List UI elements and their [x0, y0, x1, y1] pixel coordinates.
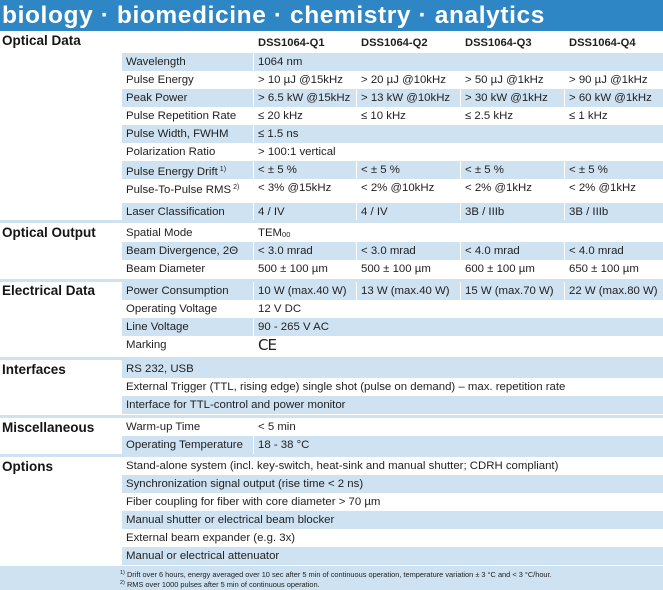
row-value: < 5 min [254, 418, 663, 436]
row-value: > 30 kW @1kHz [461, 89, 564, 107]
row-value: 15 W (max.70 W) [461, 282, 564, 300]
row-label: Operating Voltage [122, 300, 253, 318]
row-value: Synchronization signal output (rise time < 2 ns) [122, 475, 663, 493]
row-value: < ± 5 % [461, 161, 564, 179]
row-label-text: Pulse Energy Drift [126, 166, 218, 178]
column-header: DSS1064-Q4 [565, 33, 663, 53]
section-optical-data [0, 31, 663, 222]
row-value: Interface for TTL-control and power monitor [122, 396, 663, 414]
row-label: Warm-up Time [122, 418, 253, 436]
interface-item [0, 396, 663, 414]
interface-item [0, 378, 663, 396]
section-title: Miscellaneous [2, 420, 95, 435]
row-value: 22 W (max.80 W) [565, 282, 663, 300]
header-spacer [122, 33, 253, 53]
banner-title: biology · biomedicine · chemistry · analytics [0, 0, 663, 31]
row-value: ≤ 20 kHz [254, 107, 356, 125]
row-beam-divergence [0, 242, 663, 260]
row-value: > 13 kW @10kHz [357, 89, 460, 107]
spec-table [0, 31, 663, 566]
row-value: 500 ± 100 µm [254, 260, 356, 278]
row-value: < 2% @1kHz [565, 179, 663, 197]
section-title: Interfaces [2, 362, 66, 377]
section-title: Electrical Data [2, 283, 96, 298]
row-label [122, 161, 253, 179]
row-value: > 20 µJ @10kHz [357, 71, 460, 89]
row-value: 3B / IIIb [461, 203, 564, 221]
column-header: DSS1064-Q3 [461, 33, 564, 53]
row-label: Laser Classification [122, 203, 253, 221]
row-value: 90 - 265 V AC [254, 318, 663, 336]
row-value: RS 232, USB [122, 360, 663, 378]
row-value: 500 ± 100 µm [357, 260, 460, 278]
option-item [0, 475, 663, 493]
row-value: External Trigger (TTL, rising edge) single shot (pulse on demand) – max. repetition rate [122, 378, 663, 396]
row-value: < ± 5 % [357, 161, 460, 179]
row-value: 18 - 38 °C [254, 436, 663, 454]
row-value: > 60 kW @1kHz [565, 89, 663, 107]
section-electrical-data [0, 281, 663, 357]
row-value [254, 224, 663, 242]
row-value: Fiber coupling for fiber with core diameter > 70 µm [122, 493, 663, 511]
row-beam-diameter [0, 260, 663, 278]
row-peak-power [0, 89, 663, 107]
footnote-mark: 2) [120, 580, 125, 586]
row-operating-temperature [0, 436, 663, 454]
row-label: Beam Diameter [122, 260, 253, 278]
row-value: Manual shutter or electrical beam blocker [122, 511, 663, 529]
column-header: DSS1064-Q1 [254, 33, 356, 53]
spatial-mode-text: TEM [258, 227, 283, 239]
row-operating-voltage [0, 300, 663, 318]
row-line-voltage [0, 318, 663, 336]
row-laser-classification [0, 203, 663, 221]
row-value: 4 / IV [254, 203, 356, 221]
row-label [122, 179, 253, 197]
row-value: 4 / IV [357, 203, 460, 221]
row-pulse-repetition-rate [0, 107, 663, 125]
row-label: Pulse Width, FWHM [122, 125, 253, 143]
footnote [0, 579, 663, 589]
row-value: ≤ 1.5 ns [254, 125, 663, 143]
option-item [0, 547, 663, 565]
row-marking [0, 336, 663, 356]
section-miscellaneous [0, 418, 663, 455]
row-label: Pulse Energy [122, 71, 253, 89]
footnote-mark: 2) [233, 184, 240, 191]
row-value: 10 W (max.40 W) [254, 282, 356, 300]
row-polarization-ratio [0, 143, 663, 161]
row-value: ≤ 2.5 kHz [461, 107, 564, 125]
row-value: > 6.5 kW @15kHz [254, 89, 356, 107]
footnote-mark: 1) [120, 570, 125, 576]
row-value: < 3% @15kHz [254, 179, 356, 197]
row-wavelength [0, 53, 663, 71]
section-interfaces [0, 360, 663, 415]
row-label: Marking [122, 336, 253, 356]
row-value: ≤ 1 kHz [565, 107, 663, 125]
section-title: Optical Output [2, 225, 96, 240]
footnotes [0, 566, 663, 590]
section-title: Options [2, 459, 53, 474]
row-value: ≤ 10 kHz [357, 107, 460, 125]
row-value: < ± 5 % [254, 161, 356, 179]
row-value: > 50 µJ @1kHz [461, 71, 564, 89]
row-value: > 10 µJ @15kHz [254, 71, 356, 89]
row-value: 13 W (max.40 W) [357, 282, 460, 300]
row-label: Polarization Ratio [122, 143, 253, 161]
row-value: 12 V DC [254, 300, 663, 318]
row-pulse-to-pulse-rms [0, 179, 663, 197]
row-value: 600 ± 100 µm [461, 260, 564, 278]
row-label: Beam Divergence, 2Θ [122, 242, 253, 260]
row-value: > 90 µJ @1kHz [565, 71, 663, 89]
row-label: Spatial Mode [122, 224, 253, 242]
row-value: < 4.0 mrad [461, 242, 564, 260]
row-label: Line Voltage [122, 318, 253, 336]
row-value: > 100:1 vertical [254, 143, 663, 161]
row-label: Operating Temperature [122, 436, 253, 454]
spatial-mode-subscript: 00 [282, 230, 291, 239]
option-item [0, 457, 663, 475]
row-value: External beam expander (e.g. 3x) [122, 529, 663, 547]
footnote-text: RMS over 1000 pulses after 5 min of continuous operation. [126, 580, 320, 589]
row-pulse-width [0, 125, 663, 143]
row-value: < 2% @10kHz [357, 179, 460, 197]
row-pulse-energy-drift [0, 161, 663, 179]
option-item [0, 529, 663, 547]
row-value: < 2% @1kHz [461, 179, 564, 197]
row-value: < 4.0 mrad [565, 242, 663, 260]
row-value: Manual or electrical attenuator [122, 547, 663, 565]
footnote-mark: 1) [219, 166, 227, 173]
ce-mark-text: CE [258, 336, 276, 354]
row-label-text: Pulse-To-Pulse RMS [126, 184, 232, 196]
row-value: 3B / IIIb [565, 203, 663, 221]
footnote-text: Drift over 6 hours, energy averaged over 10 sec after 5 min of continuous operation, temperature variation ± 3 °C and < 3 °C/hour. [126, 570, 552, 579]
row-value: < 3.0 mrad [357, 242, 460, 260]
section-options [0, 457, 663, 566]
interface-item [0, 360, 663, 378]
row-value: 650 ± 100 µm [565, 260, 663, 278]
section-title: Optical Data [2, 33, 81, 48]
row-label: Peak Power [122, 89, 253, 107]
column-header-row [0, 33, 663, 53]
row-value: 1064 nm [254, 53, 663, 71]
row-label: Wavelength [122, 53, 253, 71]
row-value: < 3.0 mrad [254, 242, 356, 260]
row-warm-up-time [0, 418, 663, 436]
row-power-consumption [0, 282, 663, 300]
row-value: < ± 5 % [565, 161, 663, 179]
section-optical-output [0, 223, 663, 281]
row-pulse-energy [0, 71, 663, 89]
option-item [0, 511, 663, 529]
ce-mark [254, 336, 663, 356]
footnote [0, 566, 663, 579]
row-label: Power Consumption [122, 282, 253, 300]
column-header: DSS1064-Q2 [357, 33, 460, 53]
row-spatial-mode [0, 224, 663, 242]
option-item [0, 493, 663, 511]
row-label: Pulse Repetition Rate [122, 107, 253, 125]
row-value: Stand-alone system (incl. key-switch, heat-sink and manual shutter; CDRH compliant) [122, 457, 663, 475]
